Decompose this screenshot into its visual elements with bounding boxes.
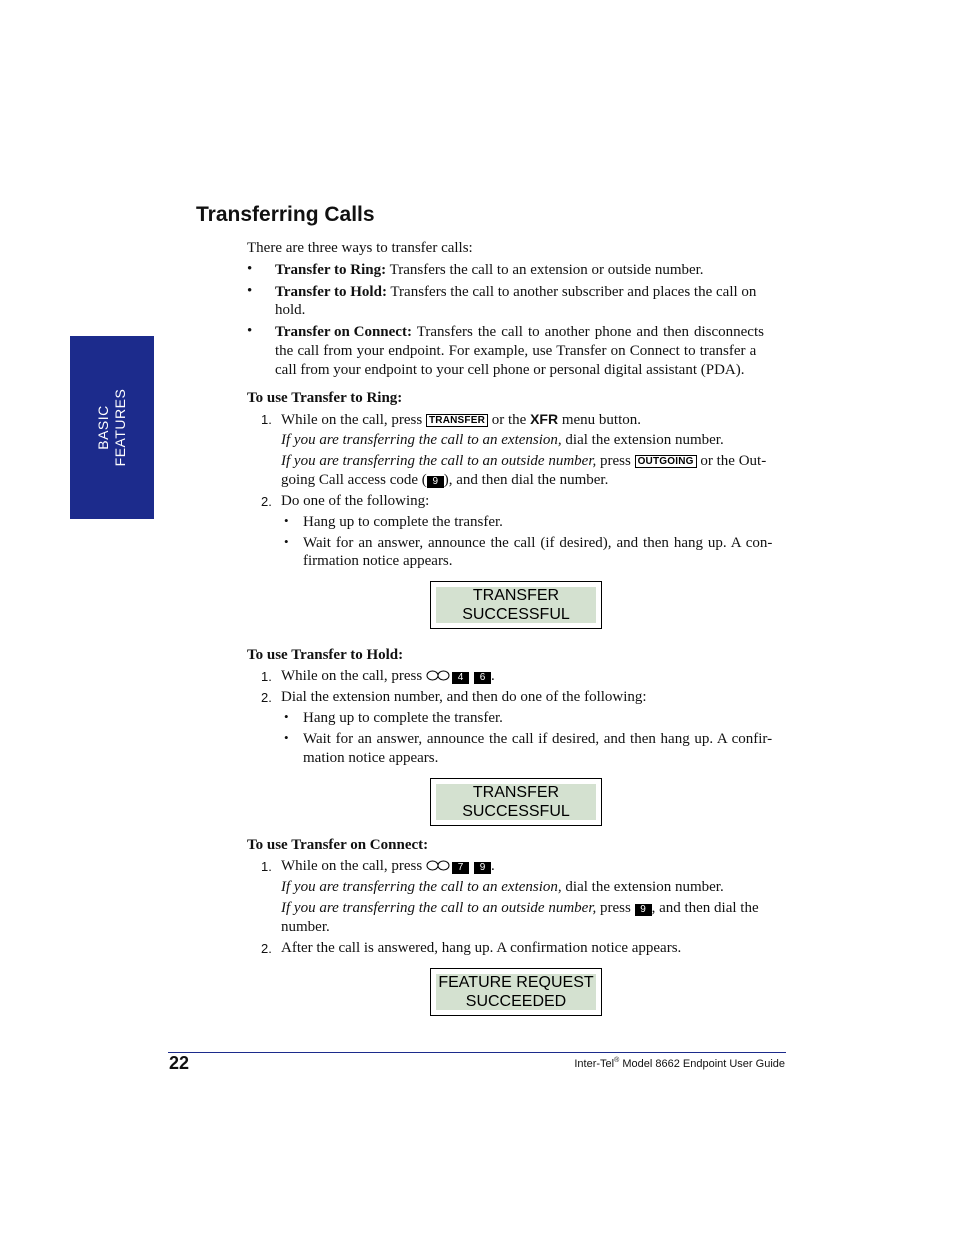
ring-step-2: Do one of the following:: [281, 493, 430, 509]
dial-key-9: 9: [474, 862, 491, 874]
hold-sub-wait: Wait for an answer, announce the call if desired, and then hang up. A confir-: [303, 731, 773, 747]
section-tab-line2: FEATURES: [112, 388, 128, 467]
ring-sub-wait-cont: firmation notice appears.: [303, 553, 453, 569]
hold-step-2: Dial the extension number, and then do one of the following:: [281, 689, 647, 705]
step-number: 1.: [261, 859, 272, 874]
plain-text: or the Out-: [700, 453, 767, 469]
sub-bullet-dot: •: [284, 534, 289, 549]
bullet-transfer-to-ring: [275, 261, 704, 280]
dial-key-4: 4: [452, 672, 469, 684]
bullet-dot: •: [247, 323, 253, 339]
step-number: 2.: [261, 690, 272, 705]
step-number: 1.: [261, 412, 272, 427]
intro-text: There are three ways to transfer calls:: [247, 240, 473, 256]
transfer-key: TRANSFER: [426, 414, 488, 427]
plain-text: press: [596, 453, 631, 469]
page-title: Transferring Calls: [196, 203, 375, 226]
lcd-line: TRANSFER: [472, 587, 560, 604]
sub-bullet-dot: •: [284, 513, 289, 528]
step-text: .: [490, 858, 495, 874]
hold-step-1: [281, 667, 495, 686]
plain-text: going Call access code (: [281, 472, 427, 488]
brand-name: Inter-Tel: [574, 1058, 615, 1070]
ring-sub-hangup: Hang up to complete the transfer.: [303, 514, 503, 530]
step-text: While on the call, press: [281, 412, 423, 428]
connect-step-2: After the call is answered, hang up. A confirmation notice appears.: [281, 940, 682, 956]
ring-outside-note-cont: [281, 471, 608, 490]
lcd-line: FEATURE REQUEST: [438, 974, 594, 991]
lcd-line: TRANSFER: [472, 784, 560, 801]
italic-text: If you are transferring the call to an extension,: [281, 432, 562, 448]
heading-transfer-to-hold: To use Transfer to Hold:: [247, 647, 404, 663]
dial-key-7: 7: [452, 862, 469, 874]
connect-outside-note: [281, 899, 759, 918]
feature-loop-icon: [426, 860, 450, 871]
lcd-display: [430, 778, 602, 826]
hold-sub-wait-cont: mation notice appears.: [303, 750, 439, 766]
step-number: 2.: [261, 941, 272, 956]
section-tab: [70, 336, 154, 519]
lcd-display: [430, 968, 602, 1016]
plain-text: , and then dial the: [651, 900, 759, 916]
step-text: or the: [491, 412, 527, 428]
italic-text: If you are transferring the call to an extension,: [281, 879, 562, 895]
bullet-text: Transfers the call to an extension or outside number.: [386, 262, 704, 278]
step-text: While on the call, press: [281, 668, 423, 684]
dial-key-9: 9: [635, 904, 652, 916]
bullet-dot: •: [247, 261, 253, 277]
lcd-display: [430, 581, 602, 629]
ring-outside-note: [281, 452, 766, 471]
bullet-transfer-to-hold: [275, 283, 786, 302]
lcd-line: SUCCEEDED: [465, 993, 567, 1010]
ring-step-1: [281, 410, 641, 430]
page-number: 22: [169, 1053, 190, 1073]
footer-guide-title: [574, 1058, 785, 1070]
italic-text: If you are transferring the call to an outside number,: [281, 453, 597, 469]
bullet-transfer-on-connect: [275, 323, 764, 342]
plain-text: dial the extension number.: [561, 879, 724, 895]
bullet-text: Transfers the call to another subscriber and places the call on: [386, 284, 757, 300]
bullet-term: Transfer on Connect:: [275, 324, 412, 340]
ring-extension-note: [281, 431, 724, 450]
lcd-line: SUCCESSFUL: [462, 803, 570, 820]
step-number: 1.: [261, 669, 272, 684]
step-number: 2.: [261, 494, 272, 509]
heading-transfer-on-connect: To use Transfer on Connect:: [247, 837, 429, 853]
hold-sub-hangup: Hang up to complete the transfer.: [303, 710, 503, 726]
sub-bullet-dot: •: [284, 730, 289, 745]
heading-transfer-to-ring: To use Transfer to Ring:: [247, 390, 403, 406]
bullet-text-cont: call from your endpoint to your cell phone or personal digital assistant (PDA).: [275, 362, 745, 378]
connect-outside-note-cont: number.: [281, 919, 330, 935]
connect-extension-note: [281, 878, 724, 897]
plain-text: press: [596, 900, 631, 916]
connect-step-1: [281, 857, 495, 876]
footer-rule: [168, 1052, 786, 1053]
step-text: menu button.: [561, 412, 642, 428]
ring-sub-wait: Wait for an answer, announce the call (if desired), and then hang up. A con-: [303, 535, 773, 551]
bullet-term: Transfer to Ring:: [275, 262, 387, 278]
dial-key-9: 9: [427, 476, 444, 488]
dial-key-6: 6: [474, 672, 491, 684]
sub-bullet-dot: •: [284, 709, 289, 724]
section-tab-line1: BASIC: [95, 405, 111, 450]
bullet-text: Transfers the call to another phone and then disconnects: [411, 324, 764, 340]
bullet-text-cont: hold.: [275, 302, 306, 318]
plain-text: ), and then dial the number.: [443, 472, 609, 488]
bullet-text-cont: the call from your endpoint. For example, use Transfer on Connect to transfer a: [275, 343, 757, 359]
feature-loop-icon: [426, 670, 450, 681]
outgoing-key: OUTGOING: [635, 455, 697, 468]
xfr-menu-button: XFR: [530, 411, 559, 427]
italic-text: If you are transferring the call to an outside number,: [281, 900, 597, 916]
step-text: While on the call, press: [281, 858, 423, 874]
lcd-line: SUCCESSFUL: [462, 606, 570, 623]
step-text: .: [490, 668, 495, 684]
plain-text: dial the extension number.: [561, 432, 724, 448]
bullet-term: Transfer to Hold:: [275, 284, 387, 300]
registered-mark: ®: [614, 1057, 620, 1064]
guide-name: Model 8662 Endpoint User Guide: [619, 1058, 785, 1070]
bullet-dot: •: [247, 283, 253, 299]
